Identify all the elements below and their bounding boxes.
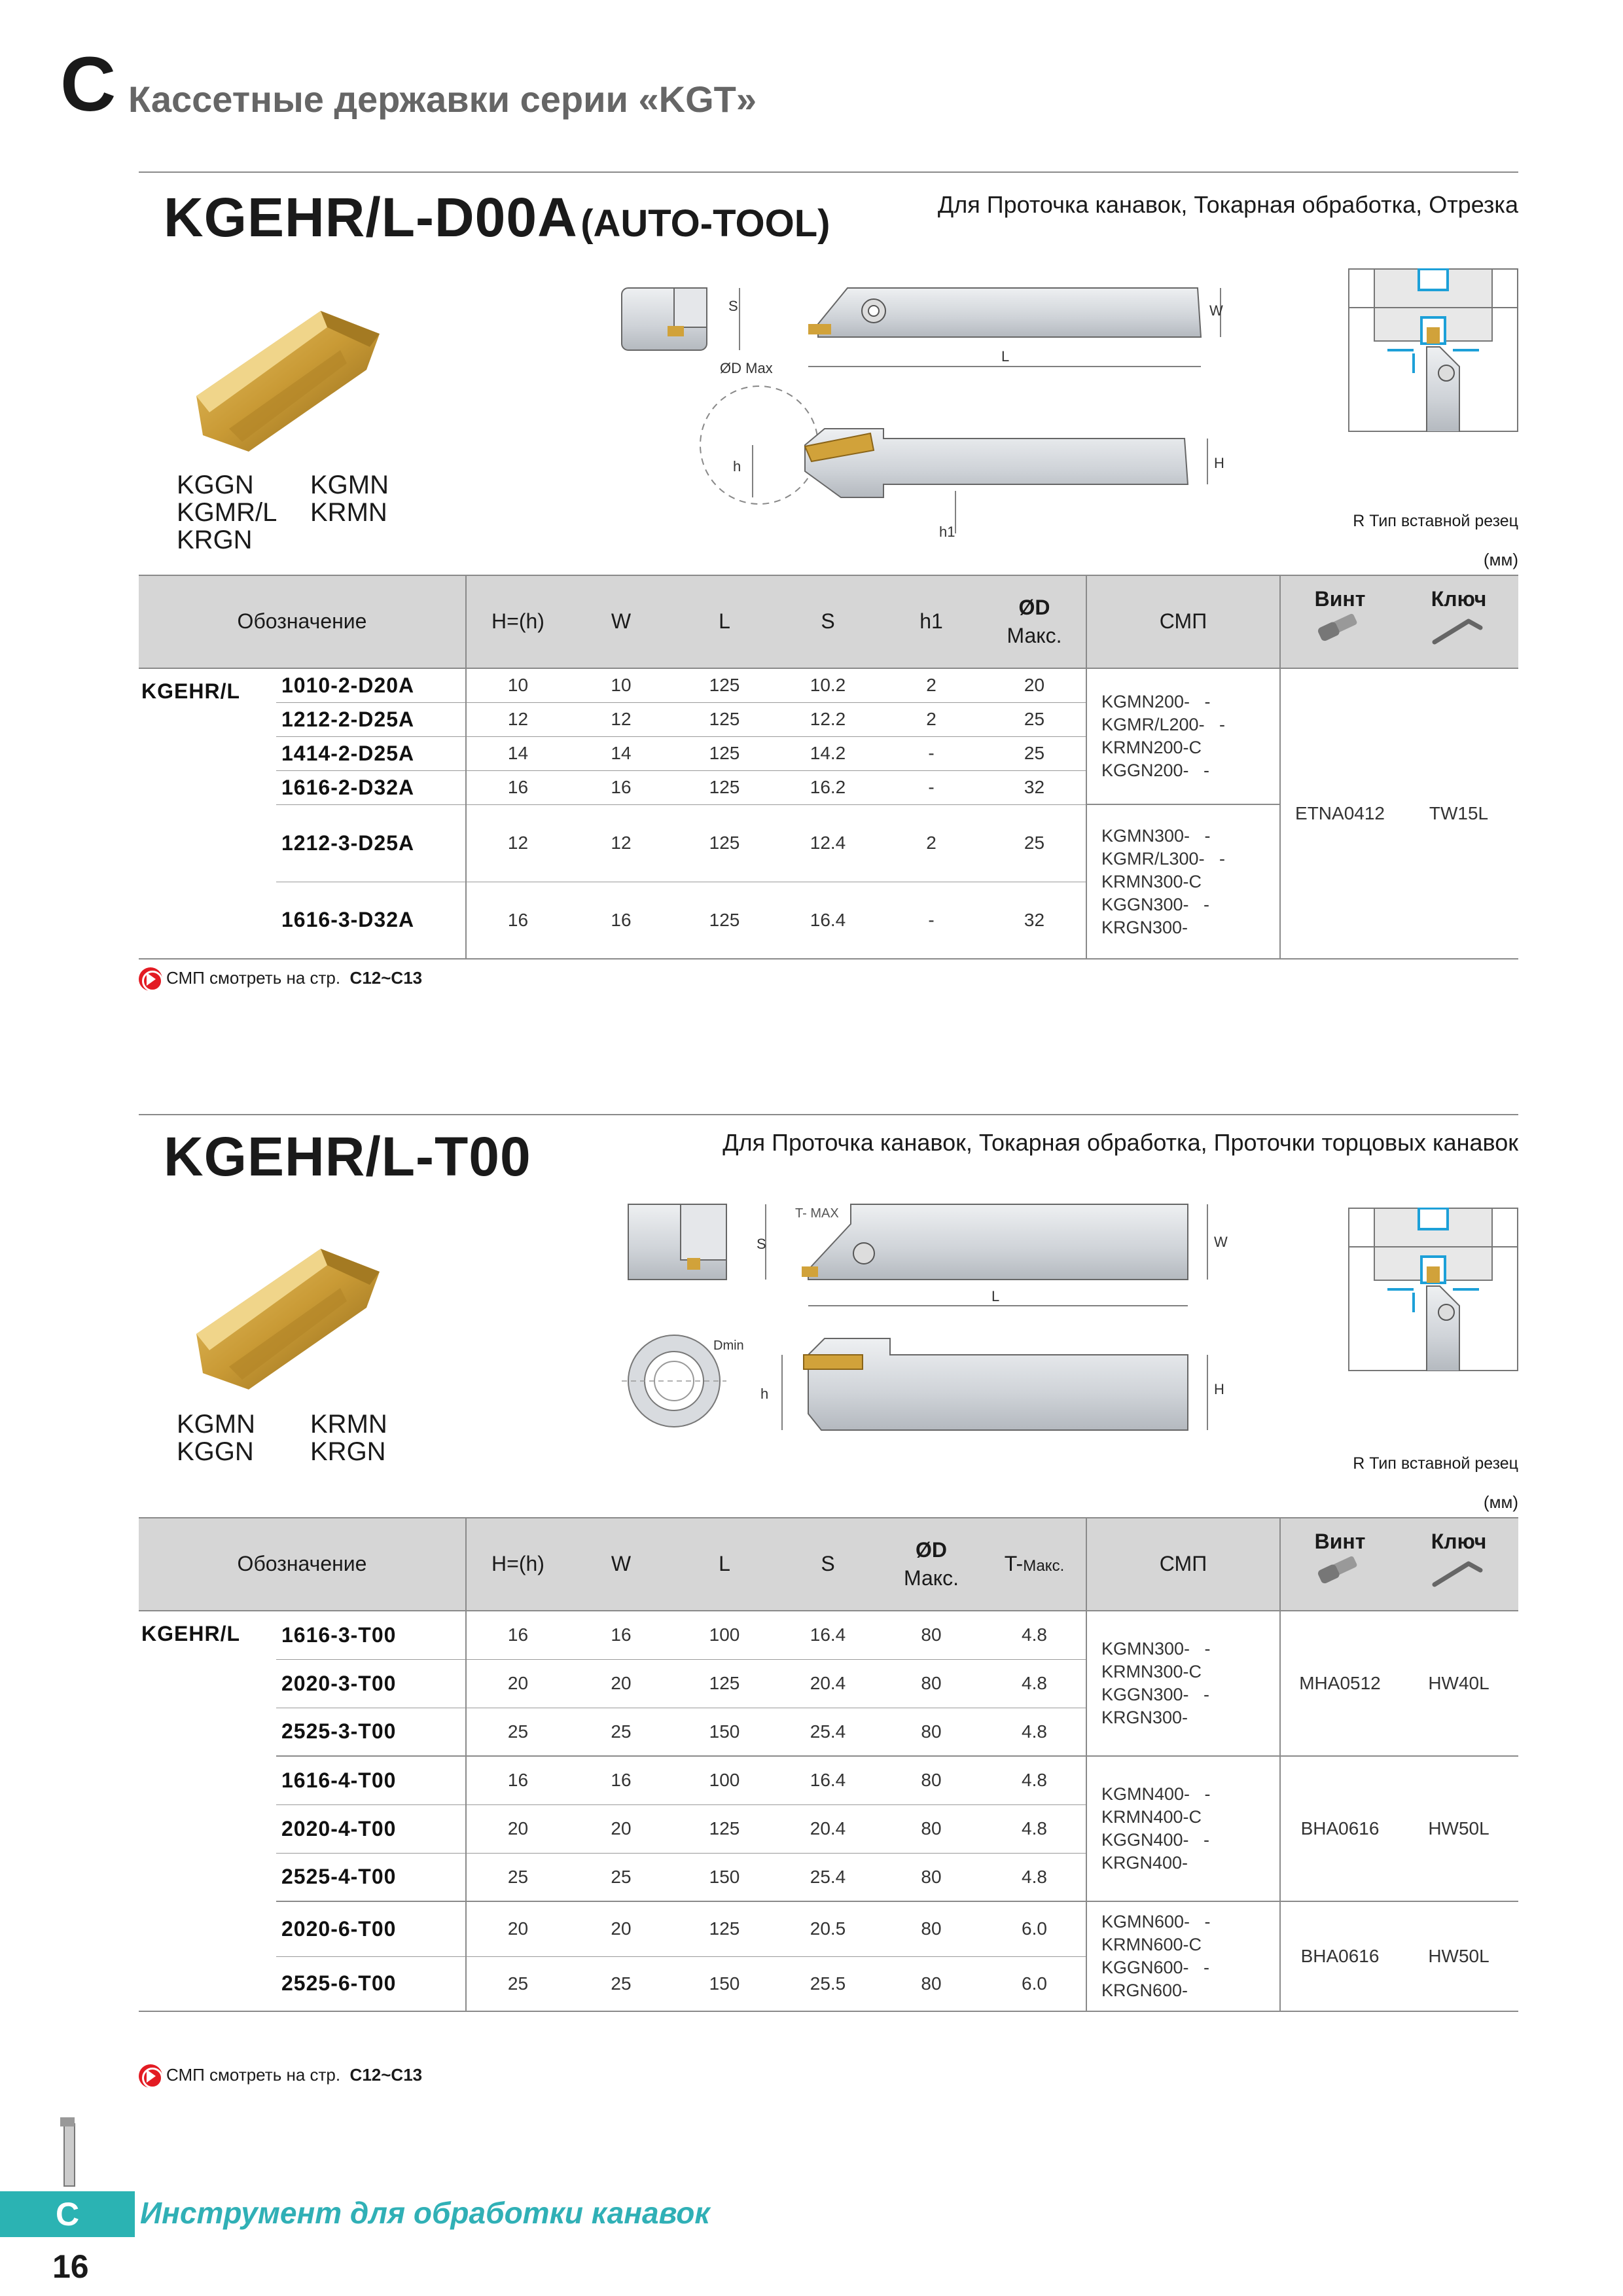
hex-key-icon [1429, 613, 1488, 646]
cell-l: 150 [673, 1853, 776, 1901]
cell-w: 20 [569, 1901, 673, 1956]
dim-l-label: L [1001, 348, 1010, 365]
insert-code: KRMN [310, 1410, 387, 1439]
col-t-main: T- [1004, 1552, 1024, 1576]
cell-h: 12 [466, 702, 569, 736]
col-screw-label: Винт [1314, 1530, 1366, 1553]
insert-code: KGGN [177, 471, 254, 499]
dim-w-label: W [1209, 302, 1223, 319]
col-screw-label: Винт [1314, 587, 1366, 611]
cell-d: 80 [880, 1756, 983, 1804]
cell-d: 80 [880, 1956, 983, 2011]
cell-l: 125 [673, 1804, 776, 1853]
section2-applications: Для Проточка канавок, Токарная обработка, Проточки торцовых канавок [722, 1129, 1518, 1156]
cell-t: 6.0 [983, 1901, 1086, 1956]
section2-units: (мм) [1483, 1492, 1518, 1512]
col-h: H=(h) [466, 575, 569, 668]
cell-t: 4.8 [983, 1853, 1086, 1901]
cell-h: 20 [466, 1804, 569, 1853]
cell-d: 80 [880, 1611, 983, 1659]
col-d [983, 575, 1086, 668]
cell-l: 150 [673, 1956, 776, 2011]
cell-l: 125 [673, 882, 776, 959]
cell-w: 16 [569, 1611, 673, 1659]
cell-l: 100 [673, 1611, 776, 1659]
section1-model-sub: (AUTO-TOOL) [580, 202, 830, 245]
section1-note-r: R Тип вставной резец [1353, 512, 1518, 530]
table-row [139, 668, 1518, 702]
smp-list: KGMN300- - KGMR/L300- - KRMN300-C KGGN300- - KRGN300- [1086, 804, 1280, 959]
cell-t: 4.8 [983, 1611, 1086, 1659]
cell-h1: - [880, 736, 983, 770]
section-letter: C [60, 41, 116, 128]
designation-code: 1212-2-D25A [276, 702, 466, 736]
cell-l: 125 [673, 770, 776, 804]
col-designation: Обозначение [139, 1518, 466, 1611]
screw-code: BHA0616 [1280, 1756, 1399, 1901]
cell-s: 20.4 [776, 1804, 880, 1853]
cell-l: 125 [673, 1901, 776, 1956]
designation-code: 1010-2-D20A [276, 668, 466, 702]
designation-code: 1616-3-T00 [276, 1611, 466, 1659]
cell-t: 4.8 [983, 1659, 1086, 1708]
cell-w: 12 [569, 804, 673, 882]
section2-insert-image [190, 1236, 393, 1393]
col-key [1399, 575, 1518, 668]
col-w: W [569, 1518, 673, 1611]
designation-code: 1414-2-D25A [276, 736, 466, 770]
section2-model-title [164, 1126, 531, 1187]
see-page-ref: C12~C13 [349, 2064, 423, 2085]
section2-see-page [139, 2064, 422, 2088]
col-key-label: Ключ [1431, 587, 1487, 611]
dim-H-label: H [1214, 455, 1224, 471]
cell-d: 80 [880, 1901, 983, 1956]
insert-code: KGMN [177, 1410, 255, 1439]
cell-h: 14 [466, 736, 569, 770]
cell-l: 100 [673, 1756, 776, 1804]
col-d [880, 1518, 983, 1611]
page-number: 16 [52, 2248, 89, 2285]
cell-l: 125 [673, 702, 776, 736]
cell-l: 150 [673, 1708, 776, 1756]
dim-h-label: h [760, 1386, 769, 1402]
col-w: W [569, 575, 673, 668]
cell-s: 12.4 [776, 804, 880, 882]
cell-h: 16 [466, 882, 569, 959]
cell-s: 16.4 [776, 882, 880, 959]
section1-model: KGEHR/L-D00A [164, 187, 578, 248]
cell-d: 80 [880, 1853, 983, 1901]
col-screw [1280, 575, 1399, 668]
cell-h1: 2 [880, 702, 983, 736]
cell-w: 25 [569, 1956, 673, 2011]
dim-h-label: h [733, 458, 741, 475]
dim-H-label: H [1214, 1381, 1224, 1397]
cell-s: 16.2 [776, 770, 880, 804]
dim-w-label: W [1214, 1234, 1228, 1250]
insert-code [310, 526, 441, 554]
col-d-main: ØD [1018, 595, 1050, 619]
cell-s: 20.5 [776, 1901, 880, 1956]
footer-title: Инструмент для обработки канавок [140, 2196, 710, 2230]
insert-code: KRGN [177, 526, 253, 554]
cell-d: 25 [983, 804, 1086, 882]
table-row [139, 1901, 1518, 1956]
cell-w: 25 [569, 1708, 673, 1756]
col-l: L [673, 575, 776, 668]
footer-section-badge: C [0, 2191, 135, 2237]
cell-d: 80 [880, 1659, 983, 1708]
cell-h1: 2 [880, 668, 983, 702]
cell-w: 14 [569, 736, 673, 770]
designation-code: 2020-3-T00 [276, 1659, 466, 1708]
cell-h: 25 [466, 1853, 569, 1901]
cell-w: 12 [569, 702, 673, 736]
col-smp: СМП [1086, 1518, 1280, 1611]
section2-note-r: R Тип вставной резец [1353, 1454, 1518, 1473]
tool-silhouette-icon [56, 2117, 82, 2189]
key-code: HW50L [1399, 1901, 1518, 2011]
designation-code: 2525-4-T00 [276, 1853, 466, 1901]
cell-h1: 2 [880, 804, 983, 882]
cell-h: 20 [466, 1659, 569, 1708]
cell-t: 4.8 [983, 1756, 1086, 1804]
insert-code: KGMN [310, 471, 389, 499]
cell-t: 6.0 [983, 1956, 1086, 2011]
cell-h: 10 [466, 668, 569, 702]
cell-h: 16 [466, 1756, 569, 1804]
cell-t: 4.8 [983, 1708, 1086, 1756]
section2-insert-codes [177, 1410, 441, 1465]
section1-model-title [164, 187, 830, 248]
series-name: KGEHR/L [139, 668, 276, 959]
cell-h: 12 [466, 804, 569, 882]
key-code: HW40L [1399, 1611, 1518, 1756]
col-t-sub: Макс. [1023, 1557, 1065, 1575]
smp-list: KGMN400- - KRMN400-C KGGN400- - KRGN400- [1086, 1756, 1280, 1901]
cell-s: 16.4 [776, 1756, 880, 1804]
col-d-main: ØD [916, 1537, 947, 1562]
cell-s: 25.5 [776, 1956, 880, 2011]
cell-w: 10 [569, 668, 673, 702]
dim-s-label: S [728, 298, 738, 314]
section1-units: (мм) [1483, 550, 1518, 569]
screw-code: BHA0616 [1280, 1901, 1399, 2011]
cell-d: 25 [983, 736, 1086, 770]
cell-h1: - [880, 770, 983, 804]
arrow-circle-icon [139, 967, 162, 991]
insert-code: KGGN [177, 1437, 254, 1466]
cell-s: 20.4 [776, 1659, 880, 1708]
cell-w: 20 [569, 1804, 673, 1853]
cell-t: 4.8 [983, 1804, 1086, 1853]
section-title: Кассетные державки серии «KGT» [128, 79, 757, 120]
screw-icon [1314, 1556, 1366, 1588]
col-key [1399, 1518, 1518, 1611]
see-page-text: СМП смотреть на стр. [166, 967, 341, 988]
designation-code: 2525-6-T00 [276, 1956, 466, 2011]
section2-divider [139, 1114, 1518, 1115]
screw-code: ETNA0412 [1280, 668, 1399, 959]
cell-w: 25 [569, 1853, 673, 1901]
cell-d: 32 [983, 770, 1086, 804]
cell-l: 125 [673, 804, 776, 882]
cell-w: 16 [569, 770, 673, 804]
section1-applications: Для Проточка канавок, Токарная обработка, Отрезка [937, 191, 1518, 218]
dim-h1-label: h1 [939, 524, 955, 540]
cell-h: 25 [466, 1708, 569, 1756]
cell-d: 80 [880, 1708, 983, 1756]
col-d-sub: Макс. [1007, 624, 1062, 647]
cell-d: 32 [983, 882, 1086, 959]
section2-table [139, 1517, 1518, 2012]
section2-tool-drawing [609, 1198, 1250, 1460]
section1-insert-codes [177, 471, 441, 554]
table-row [139, 1756, 1518, 1804]
dim-l-label: L [991, 1288, 1000, 1304]
cell-d: 20 [983, 668, 1086, 702]
dim-dmin-label: Dmin [713, 1338, 744, 1353]
see-page-ref: C12~C13 [349, 967, 423, 988]
col-key-label: Ключ [1431, 1530, 1487, 1553]
designation-code: 2020-6-T00 [276, 1901, 466, 1956]
cell-h: 20 [466, 1901, 569, 1956]
cell-s: 14.2 [776, 736, 880, 770]
section1-orientation-diagram [1348, 268, 1518, 432]
smp-list: KGMN300- - KRMN300-C KGGN300- - KRGN300- [1086, 1611, 1280, 1756]
smp-list: KGMN600- - KRMN600-C KGGN600- - KRGN600- [1086, 1901, 1280, 2011]
cell-h: 16 [466, 770, 569, 804]
col-smp: СМП [1086, 575, 1280, 668]
section2-model: KGEHR/L-T00 [164, 1126, 531, 1187]
arrow-circle-icon [139, 2064, 162, 2088]
section1-table [139, 575, 1518, 960]
cell-h: 25 [466, 1956, 569, 2011]
see-page-text: СМП смотреть на стр. [166, 2064, 341, 2085]
cell-s: 10.2 [776, 668, 880, 702]
designation-code: 1616-4-T00 [276, 1756, 466, 1804]
section1-see-page [139, 967, 422, 991]
col-t [983, 1518, 1086, 1611]
designation-code: 2020-4-T00 [276, 1804, 466, 1853]
cell-w: 16 [569, 1756, 673, 1804]
screw-icon [1314, 613, 1366, 646]
smp-list: KGMN200- - KGMR/L200- - KRMN200-C KGGN200- - [1086, 668, 1280, 804]
screw-code: MHA0512 [1280, 1611, 1399, 1756]
section1-tool-drawing [609, 275, 1250, 556]
designation-code: 2525-3-T00 [276, 1708, 466, 1756]
cell-s: 25.4 [776, 1853, 880, 1901]
dim-tmax-label: T- MAX [795, 1206, 839, 1221]
designation-code: 1616-3-D32A [276, 882, 466, 959]
section1-divider [139, 171, 1518, 173]
insert-code: KGMR/L [177, 498, 277, 527]
col-s: S [776, 575, 880, 668]
section1-insert-image [190, 298, 393, 455]
col-l: L [673, 1518, 776, 1611]
hex-key-icon [1429, 1556, 1488, 1588]
cell-s: 16.4 [776, 1611, 880, 1659]
designation-code: 1616-2-D32A [276, 770, 466, 804]
insert-code: KRMN [310, 498, 387, 527]
section2-orientation-diagram [1348, 1208, 1518, 1371]
cell-w: 16 [569, 882, 673, 959]
col-h1: h1 [880, 575, 983, 668]
col-s: S [776, 1518, 880, 1611]
col-d-sub: Макс. [903, 1566, 959, 1590]
cell-s: 25.4 [776, 1708, 880, 1756]
cell-h1: - [880, 882, 983, 959]
cell-l: 125 [673, 1659, 776, 1708]
table-row [139, 1611, 1518, 1659]
dim-s-label: S [757, 1236, 766, 1252]
cell-h: 16 [466, 1611, 569, 1659]
insert-code: KRGN [310, 1437, 386, 1466]
key-code: TW15L [1399, 668, 1518, 959]
col-designation: Обозначение [139, 575, 466, 668]
cell-l: 125 [673, 668, 776, 702]
col-h: H=(h) [466, 1518, 569, 1611]
cell-d: 25 [983, 702, 1086, 736]
col-screw [1280, 1518, 1399, 1611]
dim-dmax-label: ØD Max [720, 360, 773, 376]
cell-d: 80 [880, 1804, 983, 1853]
cell-w: 20 [569, 1659, 673, 1708]
series-name: KGEHR/L [139, 1611, 276, 2011]
key-code: HW50L [1399, 1756, 1518, 1901]
cell-s: 12.2 [776, 702, 880, 736]
designation-code: 1212-3-D25A [276, 804, 466, 882]
cell-l: 125 [673, 736, 776, 770]
